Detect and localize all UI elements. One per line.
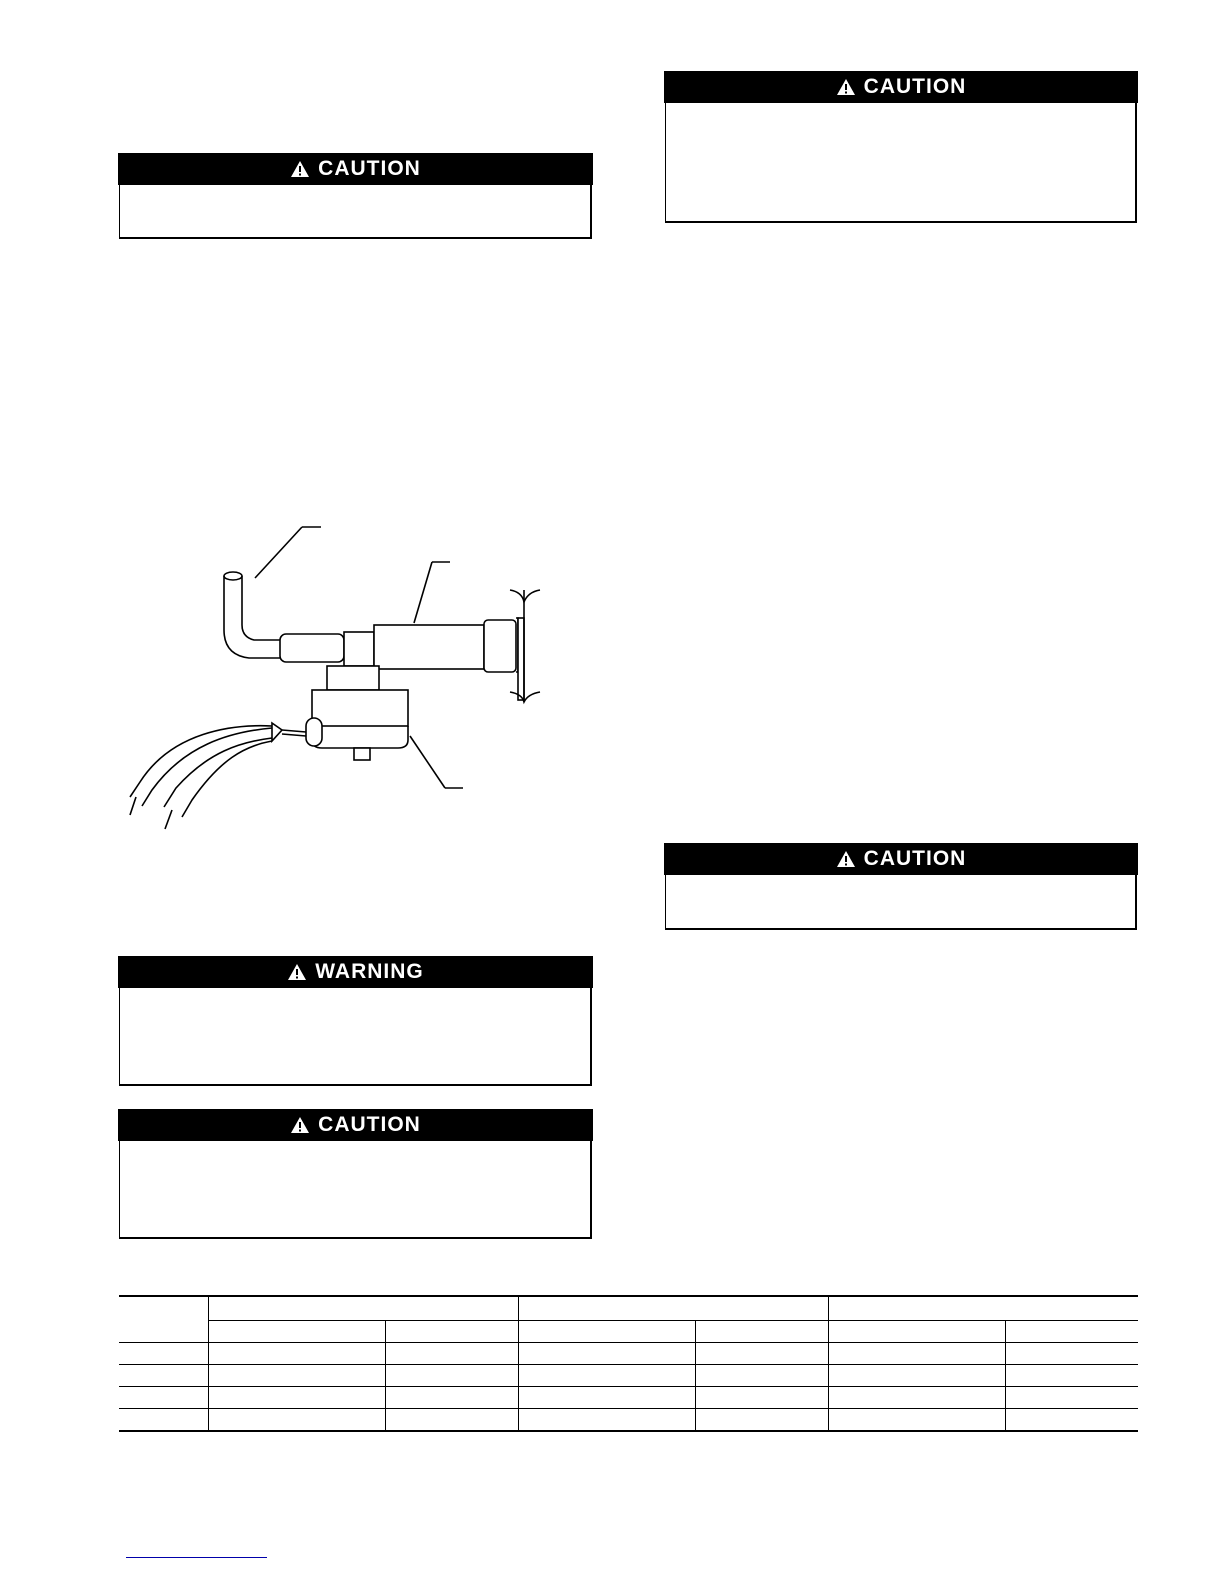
table-row	[119, 1387, 1138, 1409]
table-cell	[385, 1365, 518, 1387]
table-cell	[828, 1409, 1005, 1432]
table-cell	[695, 1409, 828, 1432]
table-cell	[828, 1365, 1005, 1387]
table-cell	[119, 1343, 208, 1365]
table-cell	[695, 1387, 828, 1409]
table-row	[119, 1409, 1138, 1432]
table-cell	[208, 1387, 385, 1409]
table-subheader-cell	[828, 1321, 1005, 1343]
table-group-header	[518, 1296, 828, 1321]
warning-triangle-icon	[290, 1116, 310, 1134]
table-cell	[385, 1343, 518, 1365]
warning-triangle-icon	[836, 850, 856, 868]
table-subheader-cell	[385, 1321, 518, 1343]
table-cell	[119, 1365, 208, 1387]
table-cell	[828, 1387, 1005, 1409]
table-subheader-cell	[518, 1321, 695, 1343]
table-cell	[1005, 1387, 1138, 1409]
caution-header	[664, 843, 1138, 875]
table-cell	[1005, 1343, 1138, 1365]
caution-label: CAUTION	[318, 157, 421, 180]
caution-header	[664, 71, 1138, 103]
warning-triangle-icon	[287, 963, 307, 981]
table-cell	[385, 1387, 518, 1409]
caution-header	[118, 1109, 593, 1141]
warning-triangle-icon	[290, 160, 310, 178]
table-row	[119, 1343, 1138, 1365]
caution-box-mid-right	[665, 843, 1137, 930]
table-cell	[119, 1387, 208, 1409]
table-header-row	[119, 1296, 1138, 1321]
table-subheader-cell	[695, 1321, 828, 1343]
caution-label: CAUTION	[863, 847, 967, 870]
table-group-header	[208, 1296, 518, 1321]
table-cell	[385, 1409, 518, 1432]
spec-table	[119, 1295, 1138, 1432]
footer-link-underline[interactable]	[126, 1557, 267, 1558]
table-cell	[208, 1365, 385, 1387]
warning-box	[119, 956, 592, 1086]
table-cell	[695, 1343, 828, 1365]
table-cell	[828, 1343, 1005, 1365]
table-cell	[518, 1365, 695, 1387]
table-cell	[518, 1387, 695, 1409]
caution-box-bottom-left	[119, 1109, 592, 1239]
table-cell	[208, 1343, 385, 1365]
table-cell	[1005, 1409, 1138, 1432]
table-cell	[518, 1409, 695, 1432]
warning-triangle-icon	[836, 78, 856, 96]
table-row	[119, 1365, 1138, 1387]
table-group-header	[828, 1296, 1138, 1321]
table-cell	[695, 1365, 828, 1387]
table-subheader-cell	[1005, 1321, 1138, 1343]
caution-header	[118, 153, 593, 185]
table-subheader-cell	[208, 1321, 385, 1343]
warning-label: WARNING	[315, 960, 424, 983]
table-cell	[119, 1409, 208, 1432]
caution-box-top-right	[665, 71, 1137, 223]
warning-header	[118, 956, 593, 988]
caution-box-top-left	[119, 153, 592, 239]
caution-label: CAUTION	[318, 1113, 421, 1136]
table-corner-cell	[119, 1296, 208, 1343]
table-subheader-row	[119, 1321, 1138, 1343]
table-cell	[1005, 1365, 1138, 1387]
table-cell	[518, 1343, 695, 1365]
table-cell	[208, 1409, 385, 1432]
caution-label: CAUTION	[863, 75, 967, 98]
valve-assembly-figure	[112, 520, 552, 835]
